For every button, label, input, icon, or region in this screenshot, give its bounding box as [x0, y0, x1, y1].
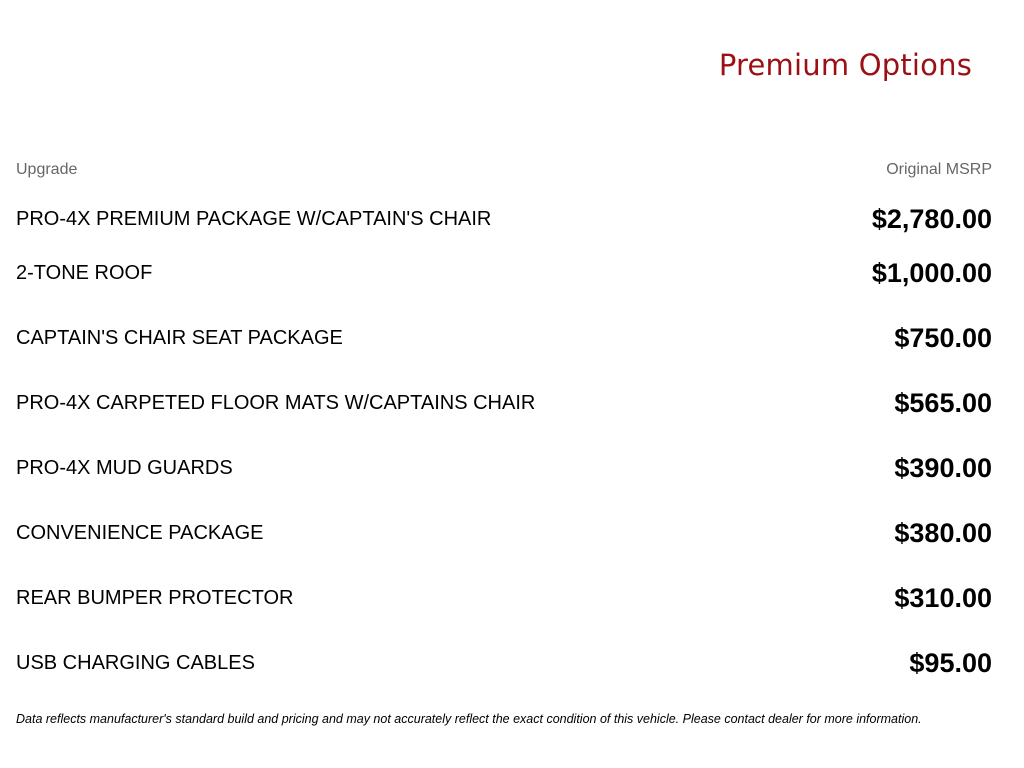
table-row [16, 566, 992, 631]
table-row [16, 241, 992, 306]
table-row [16, 306, 992, 371]
column-header-msrp: Original MSRP [886, 161, 992, 178]
table-header [16, 160, 992, 180]
option-price: $390.00 [894, 453, 992, 483]
page-title: Premium Options [718, 48, 972, 82]
table-body [16, 197, 992, 696]
option-price: $750.00 [894, 323, 992, 353]
option-name: PRO-4X PREMIUM PACKAGE W/CAPTAIN'S CHAIR [16, 207, 492, 230]
option-name: PRO-4X MUD GUARDS [16, 457, 233, 479]
option-price: $1,000.00 [871, 258, 992, 288]
option-name: CAPTAIN'S CHAIR SEAT PACKAGE [16, 327, 343, 349]
options-table [16, 160, 992, 696]
option-price: $95.00 [909, 648, 992, 678]
table-row [16, 436, 992, 501]
table-row [16, 371, 992, 436]
option-price: $310.00 [894, 583, 992, 613]
table-row [16, 197, 992, 241]
option-name: 2-TONE ROOF [16, 262, 153, 284]
option-name: USB CHARGING CABLES [16, 652, 255, 674]
option-price: $565.00 [894, 388, 992, 418]
table-row [16, 631, 992, 696]
column-header-upgrade: Upgrade [16, 161, 78, 178]
option-price: $2,780.00 [871, 203, 992, 234]
option-name: PRO-4X CARPETED FLOOR MATS W/CAPTAINS CHAIR [16, 392, 536, 414]
option-name: CONVENIENCE PACKAGE [16, 522, 264, 544]
disclaimer-text: Data reflects manufacturer's standard build and pricing and may not accurately reflect the exact condition of this vehicle. Please contact dealer for more information. [16, 712, 922, 726]
option-price: $380.00 [894, 518, 992, 548]
option-name: REAR BUMPER PROTECTOR [16, 587, 294, 609]
table-row [16, 501, 992, 566]
